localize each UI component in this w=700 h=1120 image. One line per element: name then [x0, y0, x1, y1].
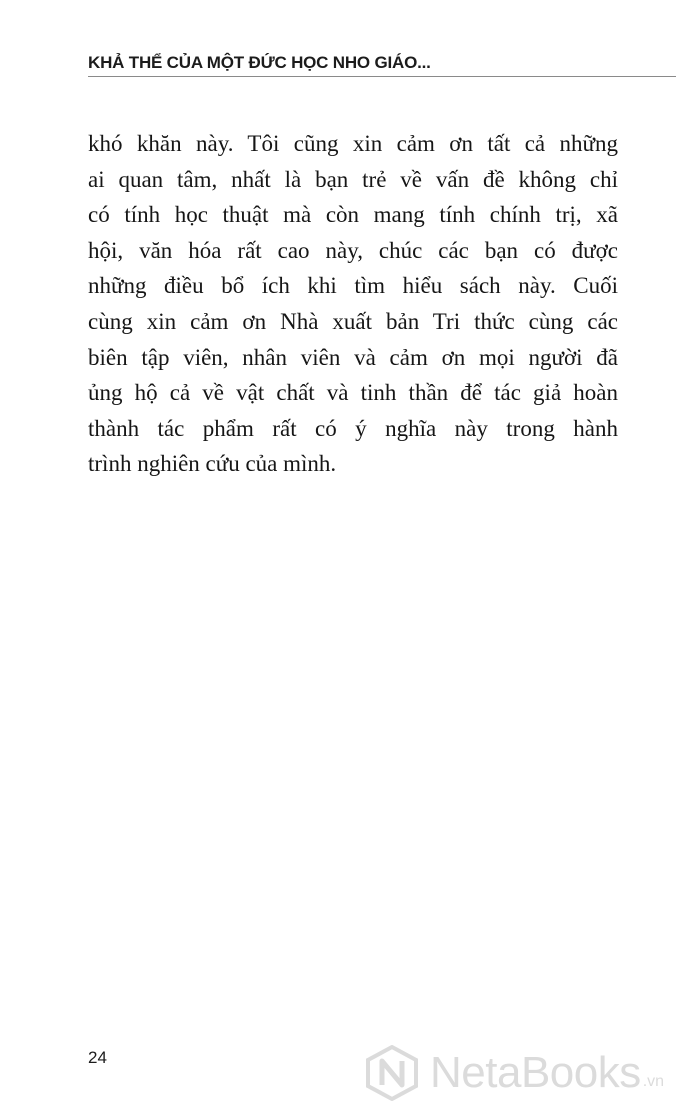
watermark [364, 1045, 664, 1101]
body-line: ai quan tâm, nhất là bạn trẻ về vấn đề không chỉ [88, 166, 618, 192]
body-text [88, 126, 618, 482]
body-line: có tính học thuật mà còn mang tính chính trị, xã [88, 202, 618, 228]
header-rule [88, 76, 676, 77]
running-header: KHẢ THỂ CỦA MỘT ĐỨC HỌC NHO GIÁO... [88, 53, 431, 72]
body-line: thành tác phẩm rất có ý nghĩa này trong hành [88, 415, 618, 441]
body-line: biên tập viên, nhân viên và cảm ơn mọi người đã [88, 344, 618, 370]
body-line: hội, văn hóa rất cao này, chúc các bạn có được [88, 237, 618, 263]
watermark-suffix: .vn [642, 1073, 665, 1090]
netabooks-logo-icon [364, 1045, 420, 1101]
body-line: ủng hộ cả về vật chất và tinh thần để tác giả hoàn [88, 380, 618, 406]
watermark-text: NetaBooks [430, 1048, 641, 1097]
body-line: cùng xin cảm ơn Nhà xuất bản Tri thức cùng các [88, 308, 618, 334]
body-line: khó khăn này. Tôi cũng xin cảm ơn tất cả những [88, 131, 618, 156]
body-line: trình nghiên cứu của mình. [88, 451, 337, 477]
body-line: những điều bổ ích khi tìm hiểu sách này. Cuối [88, 273, 618, 299]
page-number: 24 [88, 1048, 107, 1067]
